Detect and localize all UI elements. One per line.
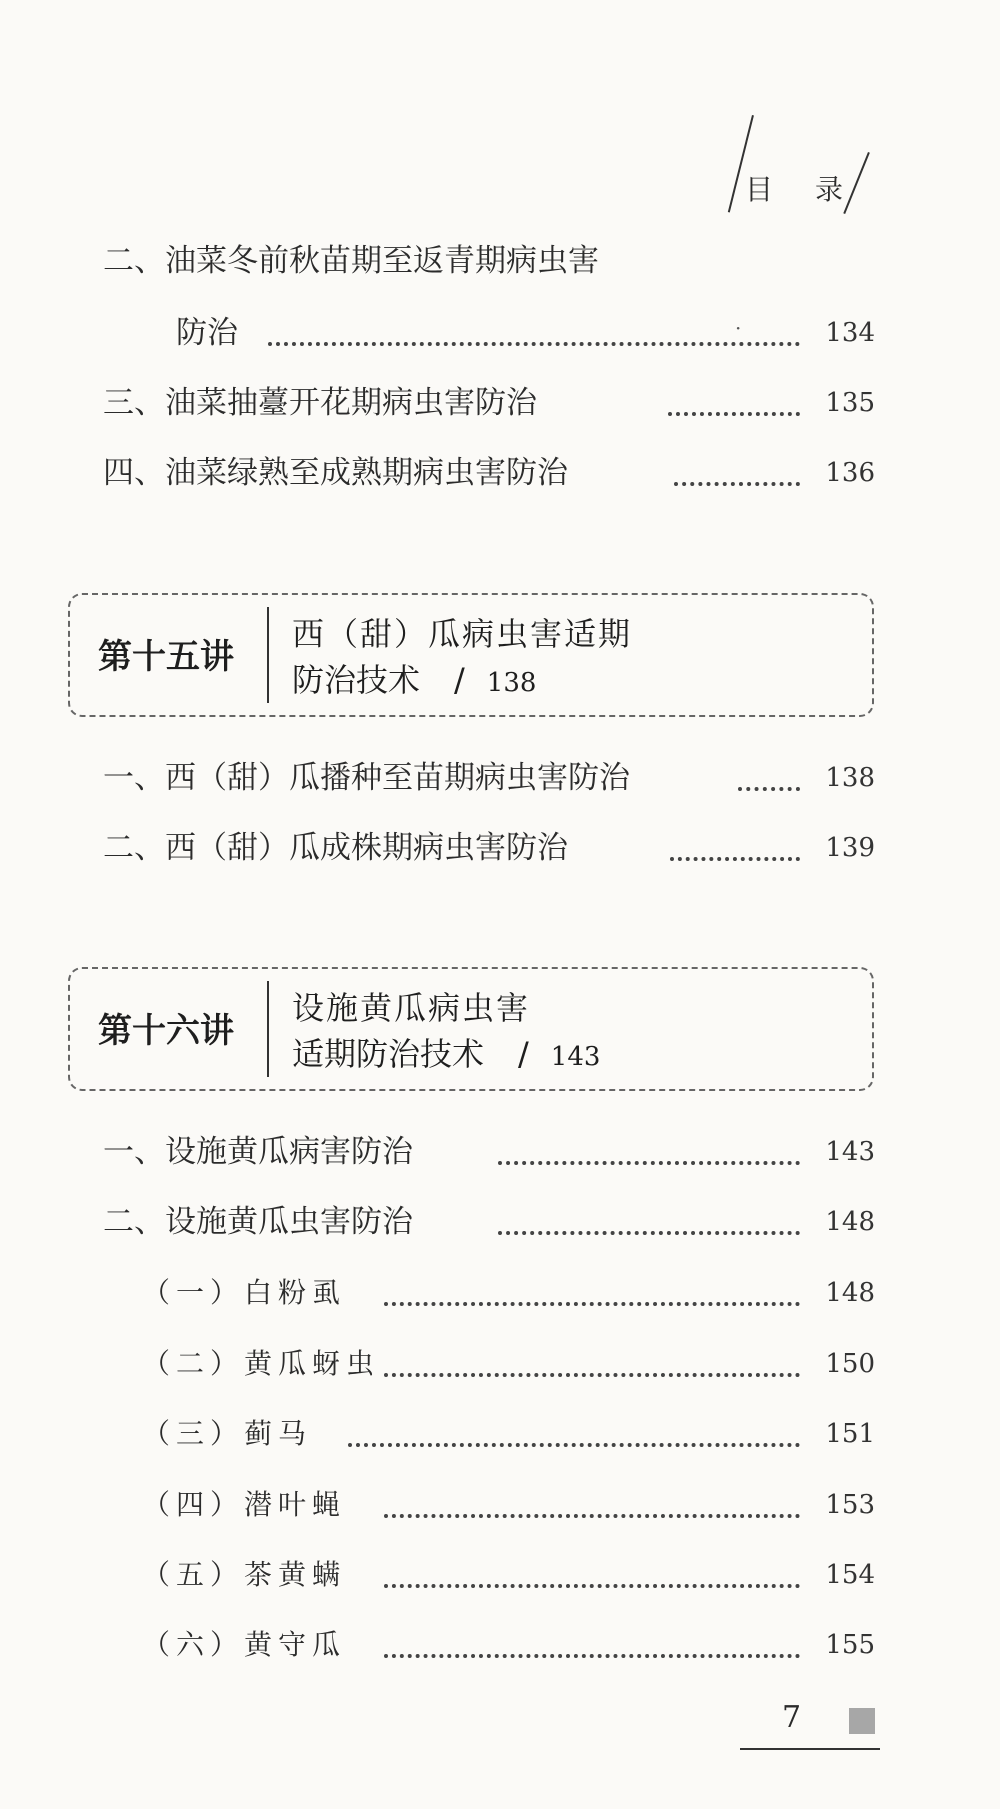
toc-entry[interactable] — [0, 378, 1000, 428]
page-marker-square — [849, 1708, 875, 1734]
toc-entry-page: 134 — [825, 318, 875, 348]
toc-leader-dots — [670, 853, 800, 861]
lecture-divider — [267, 981, 269, 1077]
footer-rule — [740, 1748, 880, 1750]
lecture-title-line1: 设施黄瓜病虫害 — [292, 989, 531, 1027]
toc-entry-title: （三）蓟马 — [142, 1417, 313, 1450]
page-number: 7 — [782, 1700, 802, 1735]
lecture-page: 138 — [486, 668, 537, 698]
lecture-label: 第十五讲 — [98, 637, 234, 677]
toc-entry-page: 151 — [825, 1419, 875, 1449]
toc-entry-title: 二、西（甜）瓜成株期病虫害防治 — [103, 830, 568, 866]
toc-entry[interactable] — [0, 1550, 1000, 1600]
lecture-divider — [267, 607, 269, 703]
toc-leader-dots — [668, 408, 800, 416]
toc-leader-dots — [498, 1227, 800, 1235]
toc-entry-title: 二、设施黄瓜虫害防治 — [103, 1204, 413, 1240]
toc-entry[interactable] — [0, 823, 1000, 873]
lecture-title-text: 适期防治技术 — [292, 1035, 485, 1073]
toc-entry-page: 153 — [825, 1490, 875, 1520]
toc-entry-title: 一、设施黄瓜病害防治 — [103, 1134, 413, 1170]
toc-entry-page: 139 — [825, 833, 875, 863]
toc-entry[interactable] — [0, 1480, 1000, 1530]
stray-mark: · — [735, 316, 742, 340]
header-slash-right — [843, 152, 870, 214]
header-title-right: 录 — [815, 173, 846, 206]
toc-leader-dots — [384, 1580, 800, 1588]
toc-entry-page: 154 — [825, 1560, 875, 1590]
toc-entry-page: 155 — [825, 1630, 875, 1660]
toc-leader-dots — [268, 338, 800, 346]
lecture-title-text: 防治技术 — [292, 661, 421, 699]
lecture-separator: / — [518, 1035, 529, 1073]
toc-entry[interactable] — [0, 1409, 1000, 1459]
toc-entry-page: 150 — [825, 1349, 875, 1379]
toc-entry-page: 148 — [825, 1207, 875, 1237]
toc-entry[interactable] — [0, 1127, 1000, 1177]
toc-entry-title: 三、油菜抽薹开花期病虫害防治 — [103, 385, 537, 421]
toc-leader-dots — [384, 1369, 800, 1377]
toc-entry-page: 148 — [825, 1278, 875, 1308]
toc-entry-title: 二、油菜冬前秋苗期至返青期病虫害 — [103, 243, 599, 279]
lecture-title-line1: 西（甜）瓜病虫害适期 — [292, 615, 633, 653]
toc-leader-dots — [384, 1650, 800, 1658]
lecture-title-line2 — [292, 655, 536, 701]
lecture-title-line2 — [292, 1029, 600, 1075]
toc-entry[interactable] — [0, 753, 1000, 803]
toc-leader-dots — [674, 478, 800, 486]
lecture-label: 第十六讲 — [98, 1011, 234, 1051]
header-title-left: 目 — [745, 173, 776, 206]
toc-entry[interactable] — [0, 1620, 1000, 1670]
toc-leader-dots — [738, 783, 800, 791]
toc-entry-title: 防治 — [176, 315, 238, 351]
toc-entry-title: （六）黄守瓜 — [142, 1628, 347, 1661]
lecture-header-box[interactable] — [68, 967, 874, 1091]
toc-entry-page: 135 — [825, 388, 875, 418]
toc-entry-page: 136 — [825, 458, 875, 488]
toc-leader-dots — [348, 1439, 800, 1447]
toc-entry[interactable] — [0, 448, 1000, 498]
toc-entry[interactable] — [0, 236, 1000, 286]
lecture-header-box[interactable] — [68, 593, 874, 717]
toc-entry-page: 143 — [825, 1137, 875, 1167]
toc-leader-dots — [384, 1298, 800, 1306]
toc-leader-dots — [384, 1510, 800, 1518]
toc-entry[interactable] — [0, 1268, 1000, 1318]
lecture-separator: / — [454, 661, 465, 699]
toc-entry-page: 138 — [825, 763, 875, 793]
toc-entry-title: （一）白粉虱 — [142, 1276, 347, 1309]
toc-entry[interactable] — [0, 308, 1000, 358]
toc-leader-dots — [498, 1157, 800, 1165]
toc-entry-title: 一、西（甜）瓜播种至苗期病虫害防治 — [103, 760, 630, 796]
toc-entry-title: （五）茶黄螨 — [142, 1558, 347, 1591]
toc-entry[interactable] — [0, 1197, 1000, 1247]
lecture-page: 143 — [550, 1042, 601, 1072]
toc-entry-title: 四、油菜绿熟至成熟期病虫害防治 — [103, 455, 568, 491]
toc-entry[interactable] — [0, 1339, 1000, 1389]
toc-entry-title: （二）黄瓜蚜虫 — [142, 1347, 381, 1380]
toc-entry-title: （四）潜叶蝇 — [142, 1488, 347, 1521]
